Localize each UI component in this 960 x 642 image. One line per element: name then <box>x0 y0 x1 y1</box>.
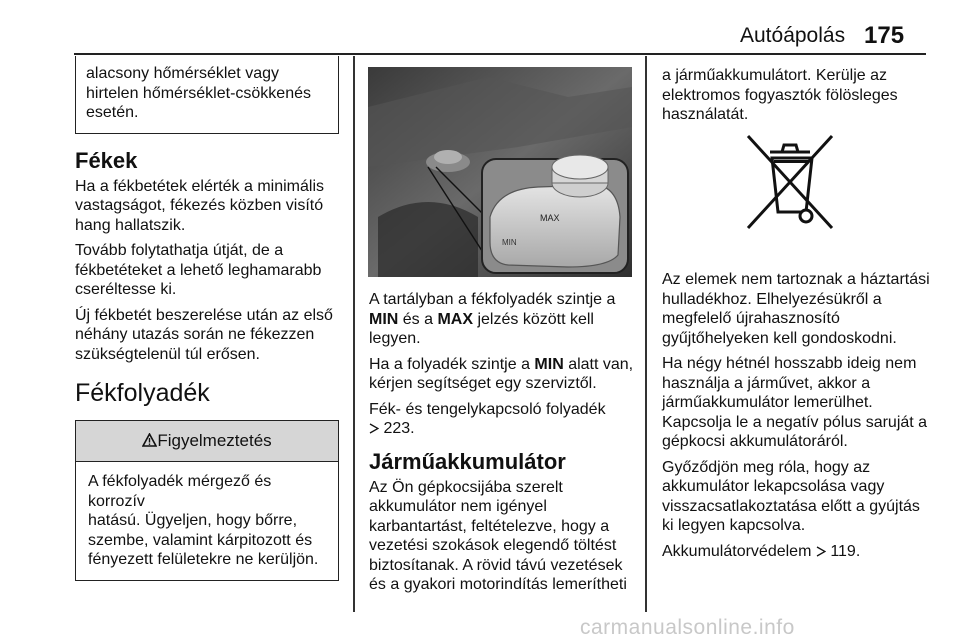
warning-body: A fékfolyadék mérgező és korrozív hatású. Ügyeljen, hogy bőrre, szembe, valamint kárpitozott és fényezett felületekre ne kerüljön. <box>88 473 319 568</box>
warning-header <box>76 421 338 462</box>
intro-line: esetén. <box>86 104 139 121</box>
column-1 <box>75 56 339 581</box>
fekek-paragraph-1: Ha a fékbetétek elérték a minimális vastagságot, fékezés közben visító hang hallatszik. <box>75 177 324 234</box>
cross-reference-arrow-icon <box>369 423 379 434</box>
crossed-out-wheelie-bin-icon <box>742 130 838 234</box>
intro-line: hirtelen hőmérséklet-csökkenés <box>86 84 311 102</box>
continued-warning-box <box>75 56 339 134</box>
header-rule <box>74 53 926 55</box>
warning-box <box>75 420 339 581</box>
cross-reference-arrow-icon <box>816 546 826 557</box>
recycling-paragraph: Az elemek nem tartoznak a háztartási hulladékhoz. Elhelyezésükről a megfelelő újrahasznosító gyűjtőhelyeken kell gondoskodni. <box>662 271 930 347</box>
page-number: 175 <box>864 22 905 49</box>
column-divider-right <box>645 56 647 612</box>
column-3-top <box>662 66 932 131</box>
fekek-paragraph-2: Tovább folytathatja útját, de a fékbetéteket a lehető leghamarabb cseréltesse ki. <box>75 242 322 298</box>
ignition-paragraph: Győződjön meg róla, hogy az akkumulátor lekapcsolása vagy visszacsatlakoztatása előtt a gyújtás ki legyen kapcsolva. <box>662 458 920 534</box>
fekek-paragraph-3: Új fékbetét beszerelése után az első néhány utazás során ne fékezzen szükségtelenül túl erősen. <box>75 306 333 363</box>
intro-line: alacsony hőmérséklet vagy <box>86 65 279 82</box>
max-mark-label: MAX <box>540 213 560 223</box>
akkumulator-heading: Járműakkumulátor <box>369 448 566 474</box>
page-reference[interactable]: 119. <box>830 542 861 560</box>
fluid-reference-paragraph: Fék- és tengelykapcsoló folyadék 223. <box>369 400 606 437</box>
level-paragraph: A tartályban a fékfolyadék szintje a MIN és a MAX jelzés között kell legyen. <box>369 291 616 347</box>
column-3-bottom <box>662 270 937 567</box>
akkumulator-paragraph: Az Ön gépkocsijába szerelt akkumulátor nem igényel karbantartást, feltételezve, hogy a vezetési szokások elegendő töltést biztosítanak. A rövid távú vezetések és a gyakori motorindítás lemerítheti <box>369 478 627 593</box>
warning-title: Figyelmeztetés <box>157 431 272 450</box>
fekek-heading: Fékek <box>75 147 138 173</box>
warning-triangle-icon <box>142 433 157 447</box>
min-mark-label: MIN <box>502 238 517 247</box>
long-storage-paragraph: Ha négy hétnél hosszabb ideig nem használja a járművet, akkor a járműakkumulátor lemerülhet. Kapcsolja le a negatív pólus saruját a gépkocsi akkumulátoráról. <box>662 355 928 450</box>
battery-protection-paragraph: Akkumulátorvédelem 119. <box>662 542 861 560</box>
battery-paragraph-continued: a járműakkumulátort. Kerülje az elektromos fogyasztók fölösleges használatát. <box>662 67 898 123</box>
low-level-paragraph: Ha a folyadék szintje a MIN alatt van, kérjen segítséget egy szerviztől. <box>369 355 634 392</box>
brake-fluid-reservoir-photo <box>368 67 632 277</box>
fekfolyadek-heading: Fékfolyadék <box>75 379 210 407</box>
footer-watermark: carmanualsonline.info <box>580 616 795 639</box>
page-header-title: Autóápolás <box>740 24 846 47</box>
column-2 <box>369 290 639 601</box>
page-reference[interactable]: 223. <box>383 420 415 437</box>
column-divider-left <box>353 56 355 612</box>
